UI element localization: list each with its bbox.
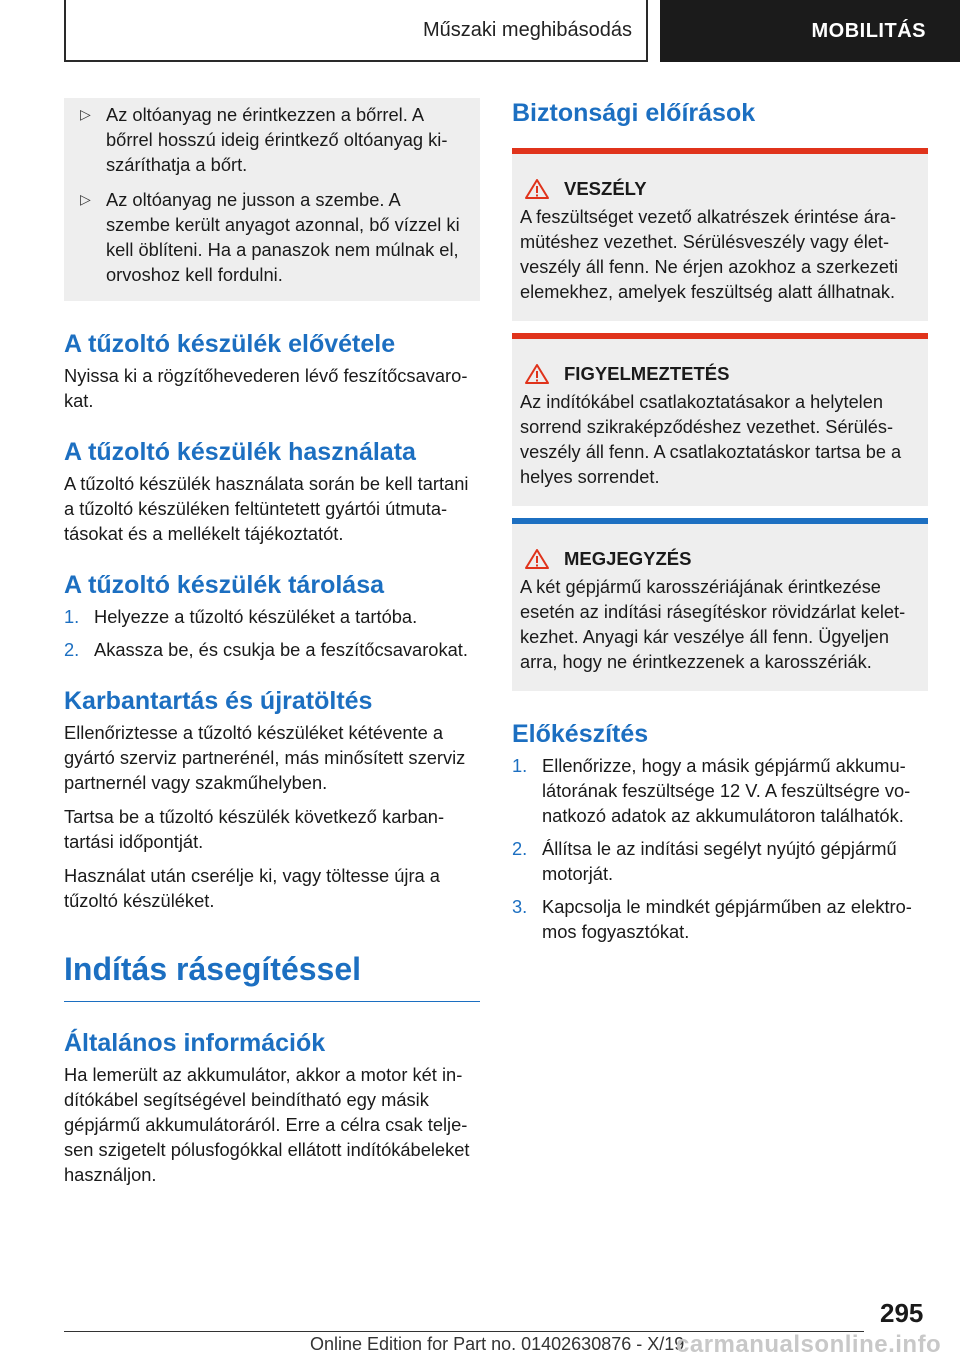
paragraph: Ellenőriztesse a tűzoltó készüléket kétévente a gyártó szerviz partnerénél, más minősített szerviz partnernél vagy szakműhelyben.	[64, 722, 466, 793]
list-item	[512, 894, 928, 944]
header-chapter	[660, 0, 960, 62]
section-heading: Biztonsági előírások	[512, 99, 756, 127]
list-item	[64, 637, 480, 662]
warning-triangle-icon	[524, 178, 550, 200]
section-heading: Általános információk	[64, 1029, 326, 1057]
numbered-list	[512, 753, 928, 944]
section-heading: A tűzoltó készülék elővétele	[64, 330, 396, 358]
notice-title	[520, 546, 918, 571]
list-item-text: Az oltóanyag ne jusson a szembe. A szembe került anyagot azonnal, bő vízzel ki kell öblíteni. Ha a panaszok nem múlnak el, orvoshoz kell fordulni.	[106, 189, 460, 285]
notice-title	[520, 361, 918, 386]
list-item	[64, 604, 480, 629]
notice-title	[520, 176, 918, 201]
notice-text: A feszültséget vezető alkatrészek érintése áramütéshez vezethet. Sérülésveszély vagy életveszély áll fenn. Ne érjen azokhoz a szerkezeti elemekhez, amelyek feszültség alatt állhatnak.	[520, 207, 899, 302]
danger-notice	[512, 148, 928, 321]
numbered-list	[64, 604, 480, 662]
note-notice	[512, 518, 928, 691]
watermark: carmanualsonline.info	[676, 1331, 942, 1358]
chapter-title: Indítás rásegítéssel	[64, 949, 480, 1002]
section-heading: Karbantartás és újratöltés	[64, 687, 373, 715]
step-text: Akassza be, és csukja be a feszítőcsavarokat.	[94, 639, 468, 660]
paragraph: Ha lemerült az akkumulátor, akkor a motor két indítókábel segítségével beindítható egy másik gépjármű akkumulátoráról. Erre a célra csak teljesen szigetelt pólusfogókkal ellátott indítókábeleket használjon.	[64, 1064, 470, 1185]
header-section	[64, 0, 648, 62]
step-text: Helyezze a tűzoltó készüléket a tartóba.	[94, 606, 418, 627]
left-column	[64, 98, 480, 1196]
triangle-bullet-icon: ▷	[80, 106, 91, 122]
step-text: Állítsa le az indítási segélyt nyújtó gépjármű motorját.	[542, 838, 897, 884]
triangle-bullet-icon: ▷	[80, 191, 91, 207]
step-number: 2.	[512, 838, 528, 859]
step-number: 1.	[64, 606, 80, 627]
paragraph: Tartsa be a tűzoltó készülék következő karbantartási időpontját.	[64, 806, 445, 852]
paragraph: A tűzoltó készülék használata során be kell tartani a tűzoltó készüléken feltüntetett gyártói útmutatásokat és a mellékelt tájékoztatót.	[64, 473, 469, 544]
notice-title-text: MEGJEGYZÉS	[564, 548, 692, 569]
step-text: Kapcsolja le mindkét gépjárműben az elektromos fogyasztókat.	[542, 896, 912, 942]
step-number: 1.	[512, 755, 528, 776]
section-heading: A tűzoltó készülék tárolása	[64, 571, 384, 599]
paragraph: Nyissa ki a rögzítőhevederen lévő feszítőcsavarokat.	[64, 365, 468, 411]
header-chapter-label: MOBILITÁS	[811, 19, 926, 42]
notice-text: A két gépjármű karosszériájának érintkezése esetén az indítási rásegítéskor rövidzárlat keletkezhet. Anyagi kár veszélye áll fenn. Ügyeljen arra, hogy ne érintkezzenek a karosszériák.	[520, 577, 906, 672]
list-item	[512, 836, 928, 886]
notice-title-text: VESZÉLY	[564, 178, 647, 199]
warning-triangle-icon	[524, 548, 550, 570]
step-number: 3.	[512, 896, 528, 917]
warning-list-box	[64, 98, 480, 301]
list-item	[512, 753, 928, 828]
notice-title-text: FIGYELMEZTETÉS	[564, 363, 730, 384]
step-text: Ellenőrizze, hogy a másik gépjármű akkumulátorának feszültsége 12 V. A feszültségre vonatkozó adatok az akkumulátoron találhatók.	[542, 755, 911, 826]
list-item	[80, 102, 464, 177]
paragraph: Használat után cserélje ki, vagy töltesse újra a tűzoltó készüléket.	[64, 865, 440, 911]
footer-edition: Online Edition for Part no. 01402630876 - X/19	[310, 1334, 685, 1354]
section-heading: Előkészítés	[512, 720, 649, 748]
list-item-text: Az oltóanyag ne érintkezzen a bőrrel. A bőrrel hosszú ideig érintkező oltóanyag kiszáríthatja a bőrt.	[106, 104, 448, 175]
notice-text: Az indítókábel csatlakoztatásakor a helytelen sorrend szikraképződéshez vezethet. Sérülésveszély áll fenn. A csatlakoztatáskor tartsa be a helyes sorrendet.	[520, 392, 902, 487]
header-section-label: Műszaki meghibásodás	[423, 18, 632, 41]
right-column	[512, 98, 928, 952]
page-number: 295	[880, 1298, 924, 1328]
warning-triangle-icon	[524, 363, 550, 385]
warning-notice	[512, 333, 928, 506]
list-item	[80, 187, 464, 287]
step-number: 2.	[64, 639, 80, 660]
section-heading: A tűzoltó készülék használata	[64, 438, 416, 466]
